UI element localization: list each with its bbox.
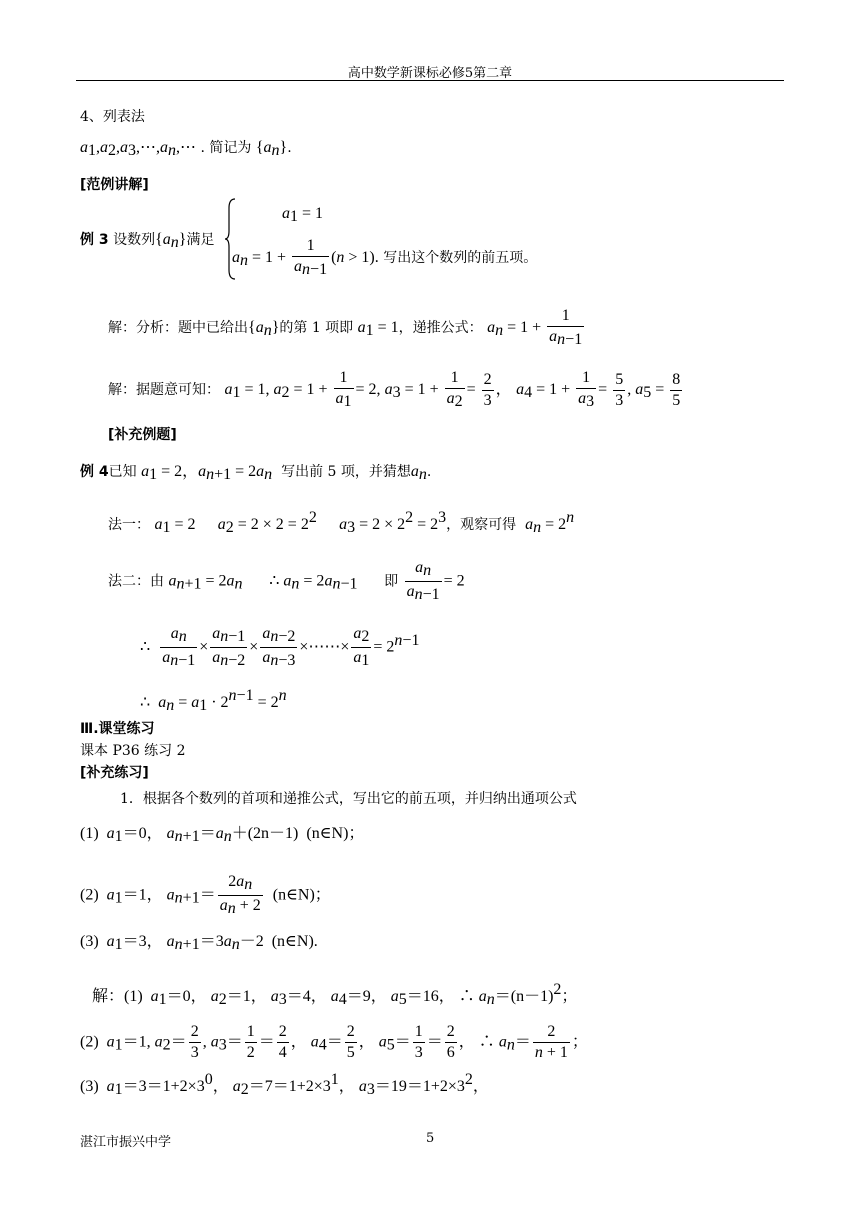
example-3: 例 3 设数列$\{a_n\}$满足 [80,231,215,251]
buchong-example-title: [补充例题] [108,427,177,443]
ex4-result: ∴ $a_n = a_1 \cdot 2^{n-1} = 2^n$ [140,687,287,714]
solution-2: (2) $a_1=1$, $a_2=$ $\frac{2}{3}$ , $a_3=$ $\frac{1}{2}$ ＝ $\frac{2}{4}$ ， $a_4=$ $\frac{2}{5}$ ， $a_5=$ $\frac{1}{3}$ ＝ $\frac{2}{6}$ ， ∴ $a_n=$ $\frac{2}{n + 1}$ ； [80,1023,588,1061]
section-3-title: Ⅲ.课堂练习 [80,721,155,737]
abbr-text: . 简记为 [200,140,252,156]
ex4-method-2: 法二：由 $a_{n+1} = 2a_n$ ∴ $a_n = 2a_{n-1}$ 即 $\frac{a_n}{a_{n-1}}$ = 2 [108,559,465,603]
exercise-3: (3) $a_1=3$， $a_{n+1}=3a_n-2$ (n∈N). [80,933,318,953]
ex3-solution-2: 解：据题意可知： $a_1 = 1$, $a_2 = 1$ + $\frac{1}{a_1}$ = 2, $a_3 = 1$ + $\frac{1}{a_2}$ = $\frac{2}{3}$ ， $a_4 = 1$ + $\frac{1}{a_3}$ = $\frac{5}{3}$ , $a_5$ = $\frac{8}{5}$ [108,369,681,410]
solution-1: 解：(1) $a_1=0$， $a_2=1$， $a_3=4$， $a_4=9$， $a_5=16$， ∴ $a_n=(n-1)^2$； [92,981,578,1008]
list-method-line: $a_1,a_2,a_3,\cdots,a_n,\cdots$ . 简记为 $\{a_n\}$. [80,139,292,159]
example-3-label: 例 3 [80,232,109,248]
exercise-2: (2) $a_1=1$， $a_{n+1}=$ $\frac{2a_n}{a_n + 2}$ (n∈N)； [80,873,331,917]
header-rule [76,80,784,81]
page-header: 高中数学新课标必修5第二章 [347,66,513,81]
section-4-title: 4、列表法 [80,109,145,125]
ex4-product: ∴ $\frac{a_n}{a_{n-1}}$ × $\frac{a_{n-1}}{a_{n-2}}$ × $\frac{a_{n-2}}{a_{n-3}}$ ×⋯⋯× $\frac{a_2}{a_1}$ = $2^{n-1}$ [140,625,420,669]
exercise-intro: 1．根据各个数列的首项和递推公式，写出它的前五项，并归纳出通项公式 [120,791,577,807]
example-4-label: 例 4 [80,464,109,480]
example-4: 例 4已知 $a_1 = 2$，$a_{n+1} = 2a_n$ 写出前 5 项，并猜想$a_n$. [80,463,432,483]
ex4-method-1: 法一： $a_1 = 2$ $a_2 = 2 \times 2 = 2^2$ $a_3 = 2 \times 2^2 = 2^3$，观察可得 $a_n = 2^n$ [108,509,575,536]
fanli-title: [范例讲解] [80,177,149,193]
solution-3: (3) $a_1=3=1+2\times 3^0$， $a_2=7=1+2\times 3^1$， $a_3=19=1+2\times 3^2$， [80,1071,489,1098]
ex3-system-line1: $a_1 = 1$ [282,205,324,225]
section-3-line: 课本 P36 练习 2 [80,743,186,759]
ex3-system-line2: $a_n = 1$ + $\frac{1}{a_{n-1}}$ (n > 1). 写出这个数列的前五项。 [232,237,538,278]
buchong-exercise-title: [补充练习] [80,765,149,781]
footer-school: 湛江市振兴中学 [80,1135,172,1150]
footer-page-number: 5 [426,1131,435,1146]
ex3-solution-1: 解：分析：题中已给出$\{a_n\}$的第 1 项即 $a_1 = 1$，递推公式： $a_n = 1$ + $\frac{1}{a_{n-1}}$ [108,307,583,348]
exercise-1: (1) $a_1=0$， $a_{n+1}=a_n+(2n-1)$ (n∈N)； [80,825,365,845]
